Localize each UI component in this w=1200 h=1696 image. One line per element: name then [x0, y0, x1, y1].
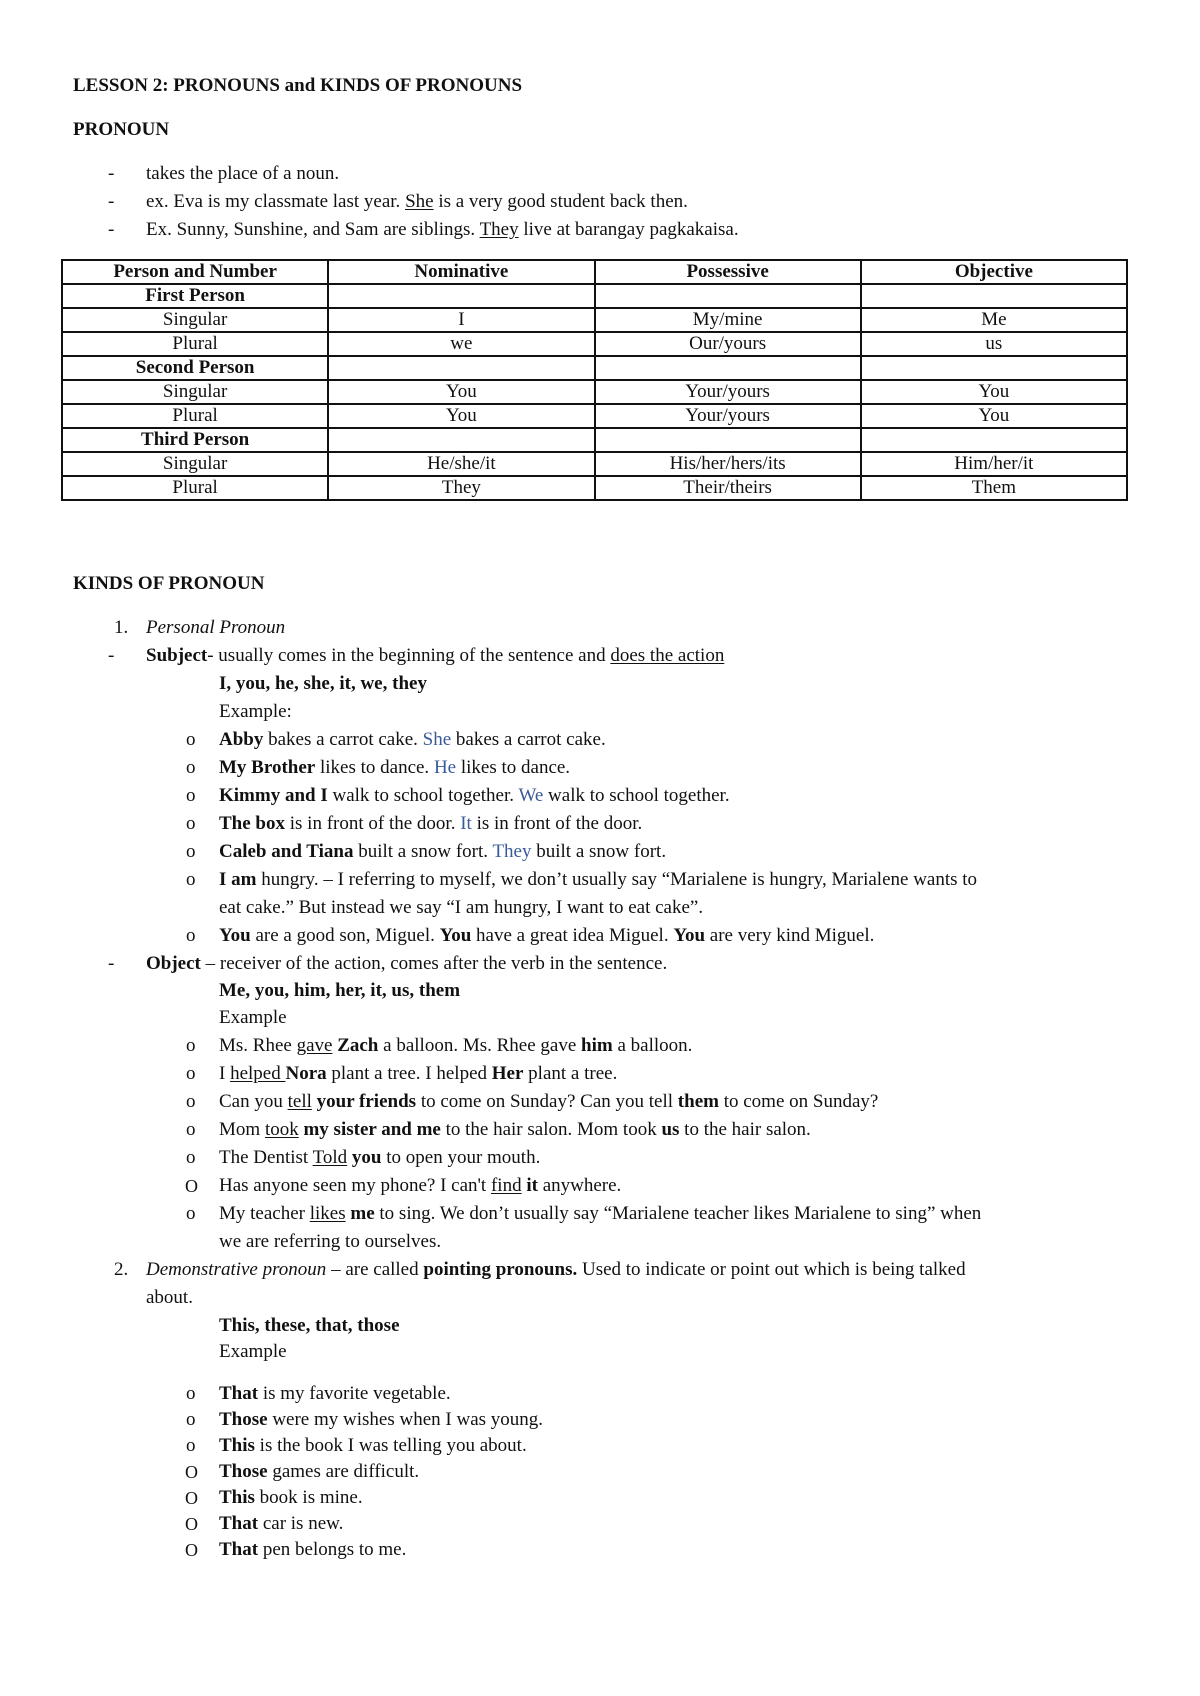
circle-bullet: O	[185, 1514, 198, 1534]
demonstrative-example: That car is new.	[219, 1513, 344, 1534]
table-row	[62, 332, 1127, 356]
lesson-title: LESSON 2: PRONOUNS and KINDS OF PRONOUNS	[73, 75, 523, 96]
circle-bullet: o	[186, 1119, 196, 1140]
object-example: Can you tell your friends to come on Sunday? Can you tell them to come on Sunday?	[219, 1091, 879, 1112]
table-cell: Singular	[62, 308, 328, 332]
object-definition: Object – receiver of the action, comes after the verb in the sentence.	[146, 953, 668, 974]
circle-bullet: o	[186, 869, 196, 890]
table-row	[62, 476, 1127, 500]
table-cell: Plural	[62, 404, 328, 428]
object-example: Mom took my sister and me to the hair salon. Mom took us to the hair salon.	[219, 1119, 811, 1140]
circle-bullet: O	[185, 1462, 198, 1482]
demonstrative-example: That is my favorite vegetable.	[219, 1383, 451, 1404]
circle-bullet: o	[186, 841, 196, 862]
table-group-cell: Second Person	[62, 356, 328, 380]
pronoun-table	[61, 259, 1128, 501]
dash-bullet: -	[108, 219, 115, 240]
table-cell: Their/theirs	[595, 476, 861, 500]
list-number: 1.	[114, 617, 129, 638]
circle-bullet: o	[186, 1203, 196, 1224]
subject-example: My Brother likes to dance. He likes to dance.	[219, 757, 571, 778]
table-cell: Plural	[62, 332, 328, 356]
circle-bullet: o	[186, 757, 196, 778]
table-cell: we	[328, 332, 594, 356]
demonstrative-example: Those games are difficult.	[219, 1461, 420, 1482]
table-cell: His/her/hers/its	[595, 452, 861, 476]
table-header-cell: Nominative	[328, 260, 594, 284]
circle-bullet: o	[186, 1435, 196, 1456]
demonstrative-example: This book is mine.	[219, 1487, 363, 1508]
table-group-row	[62, 428, 1127, 452]
intro-example-2: Ex. Sunny, Sunshine, and Sam are siblings. They live at barangay pagkakaisa.	[146, 219, 739, 240]
subject-example: The box is in front of the door. It is in front of the door.	[219, 813, 643, 834]
circle-bullet: o	[186, 785, 196, 806]
circle-bullet: o	[186, 729, 196, 750]
circle-bullet: o	[186, 1147, 196, 1168]
table-cell: Him/her/it	[861, 452, 1127, 476]
table-row	[62, 380, 1127, 404]
table-cell: Your/yours	[595, 380, 861, 404]
subject-example: You are a good son, Miguel. You have a great idea Miguel. You are very kind Miguel.	[219, 925, 875, 946]
table-cell: My/mine	[595, 308, 861, 332]
circle-bullet: o	[186, 1383, 196, 1404]
list-number: 2.	[114, 1259, 129, 1280]
table-cell: Our/yours	[595, 332, 861, 356]
demonstrative-pronoun-list: This, these, that, those	[219, 1315, 400, 1336]
object-example-continued: we are referring to ourselves.	[219, 1231, 442, 1252]
subject-definition: Subject- usually comes in the beginning of the sentence and does the action	[146, 645, 725, 666]
object-example: The Dentist Told you to open your mouth.	[219, 1147, 541, 1168]
circle-bullet: o	[186, 1409, 196, 1430]
object-example: I helped Nora plant a tree. I helped Her plant a tree.	[219, 1063, 618, 1084]
example-label: Example	[219, 1007, 287, 1028]
subject-example: Abby bakes a carrot cake. She bakes a carrot cake.	[219, 729, 606, 750]
object-pronoun-list: Me, you, him, her, it, us, them	[219, 980, 461, 1001]
table-cell: Me	[861, 308, 1127, 332]
example-label: Example	[219, 1341, 287, 1362]
table-group-row	[62, 356, 1127, 380]
table-header-cell: Person and Number	[62, 260, 328, 284]
table-cell: You	[328, 380, 594, 404]
dash-bullet: -	[108, 191, 115, 212]
table-group-cell: First Person	[62, 284, 328, 308]
demonstrative-example: Those were my wishes when I was young.	[219, 1409, 544, 1430]
kinds-heading: KINDS OF PRONOUN	[73, 573, 265, 594]
subject-example-continued: eat cake.” But instead we say “I am hungry, I want to eat cake”.	[219, 897, 704, 918]
table-cell: us	[861, 332, 1127, 356]
table-cell: He/she/it	[328, 452, 594, 476]
table-cell: They	[328, 476, 594, 500]
subject-example: Caleb and Tiana built a snow fort. They built a snow fort.	[219, 841, 667, 862]
table-cell: I	[328, 308, 594, 332]
object-example: Ms. Rhee gave Zach a balloon. Ms. Rhee gave him a balloon.	[219, 1035, 693, 1056]
intro-definition: takes the place of a noun.	[146, 163, 340, 184]
table-cell: Your/yours	[595, 404, 861, 428]
table-cell: Plural	[62, 476, 328, 500]
demonstrative-definition-continued: about.	[146, 1287, 193, 1308]
table-row	[62, 452, 1127, 476]
dash-bullet: -	[108, 645, 115, 666]
subject-pronoun-list: I, you, he, she, it, we, they	[219, 673, 427, 694]
example-label: Example:	[219, 701, 292, 722]
pronoun-heading: PRONOUN	[73, 119, 170, 140]
table-cell: Them	[861, 476, 1127, 500]
personal-pronoun-title: Personal Pronoun	[146, 617, 286, 638]
dash-bullet: -	[108, 163, 115, 184]
circle-bullet: O	[185, 1176, 198, 1196]
object-example: My teacher likes me to sing. We don’t usually say “Marialene teacher likes Marialene to sing” when	[219, 1203, 982, 1224]
table-cell: Singular	[62, 452, 328, 476]
table-row	[62, 404, 1127, 428]
table-cell: You	[328, 404, 594, 428]
subject-example: Kimmy and I walk to school together. We walk to school together.	[219, 785, 730, 806]
table-group-cell: Third Person	[62, 428, 328, 452]
table-cell: Singular	[62, 380, 328, 404]
circle-bullet: o	[186, 1063, 196, 1084]
table-header-cell: Possessive	[595, 260, 861, 284]
dash-bullet: -	[108, 953, 115, 974]
subject-example: I am hungry. – I referring to myself, we don’t usually say “Marialene is hungry, Marialene wants to	[219, 869, 978, 890]
table-header-row	[62, 260, 1127, 284]
demonstrative-example: This is the book I was telling you about.	[219, 1435, 527, 1456]
intro-example-1: ex. Eva is my classmate last year. She is a very good student back then.	[146, 191, 688, 212]
circle-bullet: O	[185, 1540, 198, 1560]
table-cell: You	[861, 404, 1127, 428]
circle-bullet: o	[186, 1035, 196, 1056]
table-group-row	[62, 284, 1127, 308]
object-example: Has anyone seen my phone? I can't find it anywhere.	[219, 1175, 622, 1196]
table-row	[62, 308, 1127, 332]
circle-bullet: o	[186, 813, 196, 834]
circle-bullet: o	[186, 925, 196, 946]
circle-bullet: o	[186, 1091, 196, 1112]
demonstrative-definition: Demonstrative pronoun – are called pointing pronouns. Used to indicate or point out which is being talked	[146, 1259, 966, 1280]
circle-bullet: O	[185, 1488, 198, 1508]
table-header-cell: Objective	[861, 260, 1127, 284]
demonstrative-example: That pen belongs to me.	[219, 1539, 407, 1560]
table-cell: You	[861, 380, 1127, 404]
